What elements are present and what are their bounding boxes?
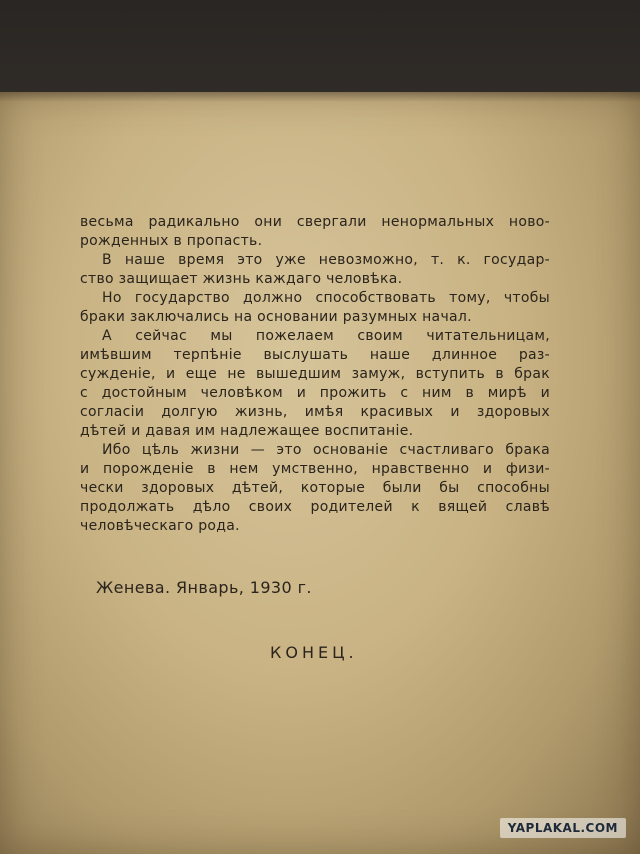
text-line: согласіи долгую жизнь, имѣя красивых и здоровых — [80, 404, 550, 420]
text-line: рожденных в пропасть. — [80, 233, 263, 249]
text-line: продолжать дѣло своих родителей к вящей славѣ — [80, 499, 550, 515]
text-line: сужденіе, и еще не вышедшим замуж, вступить в брак — [80, 366, 550, 382]
site-watermark: YAPLAKAL.COM — [500, 818, 626, 838]
text-line: с достойным человѣком и прожить с ним в мирѣ и — [80, 385, 550, 401]
text-line: В наше время это уже невозможно, т. к. государ- — [102, 252, 550, 268]
text-line: и порожденіе в нем умственно, нравственно и физи- — [80, 461, 550, 477]
page-top-edge-shadow — [0, 92, 640, 102]
text-line: имѣвшим терпѣніе выслушать наше длинное раз- — [80, 347, 550, 363]
end-title: КОНЕЦ. — [270, 643, 358, 662]
text-line: Но государство должно способствовать тому, чтобы — [102, 290, 550, 306]
text-line: чески здоровых дѣтей, которые были бы способны — [80, 480, 550, 496]
text-line: А сейчас мы пожелаем своим читательницам, — [102, 328, 550, 344]
text-line: Ибо цѣль жизни — это основаніе счастливаго брака — [102, 442, 550, 458]
text-line: ство защищает жизнь каждаго человѣка. — [80, 271, 403, 287]
text-line: человѣческаго рода. — [80, 518, 240, 534]
text-line: браки заключались на основании разумных начал. — [80, 309, 472, 325]
place-date-signoff: Женева. Январь, 1930 г. — [96, 578, 312, 597]
text-line: дѣтей и давая им надлежащее воспитаніе. — [80, 423, 414, 439]
body-text — [80, 213, 550, 536]
text-line: весьма радикально они свергали ненормальных ново- — [80, 214, 550, 230]
